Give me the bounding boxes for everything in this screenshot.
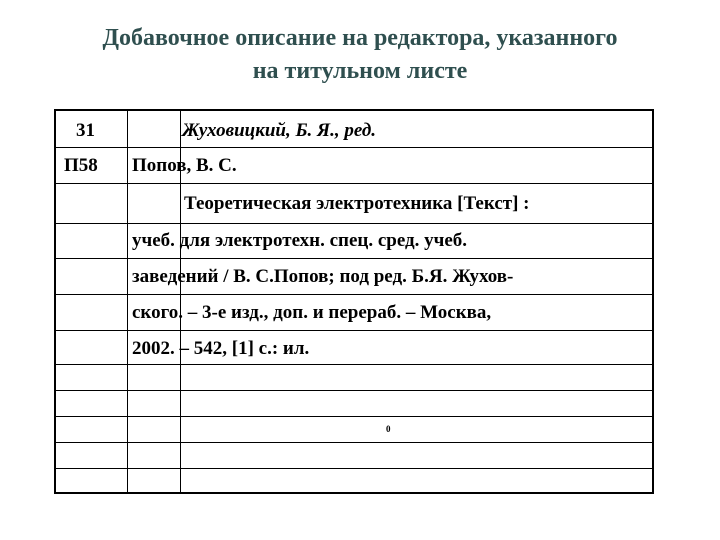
card-row-divider [56, 147, 652, 148]
card-row-divider [56, 223, 652, 224]
card-row-divider [56, 258, 652, 259]
editor-heading: Жуховицкий, Б. Я., ред. [182, 120, 377, 141]
card-row-divider [56, 294, 652, 295]
card-line: учеб. для электротехн. спец. сред. учеб. [132, 230, 468, 251]
card-line: 2002. – 542, [1] с.: ил. [132, 338, 310, 359]
card-line: ского. – 3-е изд., доп. и перераб. – Москва, [132, 302, 492, 323]
card-left-column-divider [127, 111, 128, 492]
card-row-divider [56, 442, 652, 443]
bottom-mark: 0 [386, 424, 391, 434]
card-row-divider [56, 468, 652, 469]
card-row-divider [56, 330, 652, 331]
author-mark: П58 [64, 155, 98, 176]
classification-index: 31 [76, 120, 95, 141]
slide-title [0, 22, 720, 88]
card-row-divider [56, 364, 652, 365]
card-line-title: Теоретическая электротехника [Текст] : [184, 193, 530, 214]
title-line-2: на титульном листе [252, 58, 468, 84]
card-row-divider [56, 390, 652, 391]
card-row-divider [56, 183, 652, 184]
card-row-divider [56, 416, 652, 417]
catalog-card [54, 109, 654, 494]
card-line-author: Попов, В. С. [132, 155, 237, 176]
title-line-1: Добавочное описание на редактора, указанного [102, 25, 618, 51]
card-line: заведений / В. С.Попов; под ред. Б.Я. Жухов- [132, 266, 514, 287]
